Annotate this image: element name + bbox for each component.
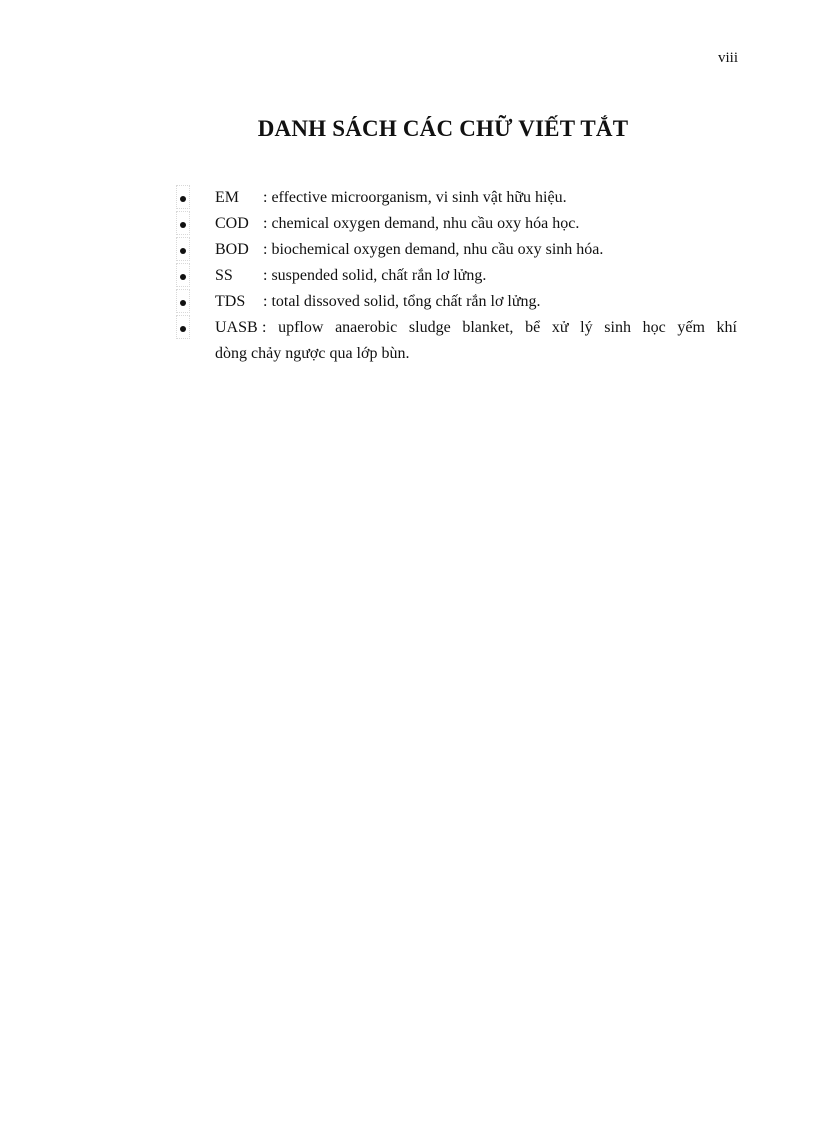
list-item bbox=[176, 237, 737, 263]
bullet-icon bbox=[180, 196, 186, 202]
bullet-icon bbox=[180, 222, 186, 228]
abbreviation-term: EM bbox=[215, 189, 239, 206]
list-item bbox=[176, 185, 737, 211]
abbreviation-term: UASB bbox=[215, 319, 258, 336]
abbreviation-definition: : total dissoved solid, tổng chất rắn lơ lửng. bbox=[263, 293, 541, 310]
list-item bbox=[176, 289, 737, 315]
abbreviation-term: TDS bbox=[215, 293, 246, 310]
list-item bbox=[176, 211, 737, 237]
bullet-icon bbox=[180, 326, 186, 332]
page-number: viii bbox=[717, 50, 738, 66]
abbreviation-definition: : upflow anaerobic sludge blanket, bể xử lý sinh học yếm khí bbox=[262, 319, 737, 336]
abbreviation-definition: : suspended solid, chất rắn lơ lửng. bbox=[263, 267, 487, 284]
bullet-icon bbox=[180, 300, 186, 306]
page-title: DANH SÁCH CÁC CHỮ VIẾT TẮT bbox=[257, 116, 629, 141]
abbreviation-definition: : effective microorganism, vi sinh vật hữu hiệu. bbox=[263, 189, 567, 206]
abbreviation-list bbox=[176, 185, 737, 367]
abbreviation-definition: : chemical oxygen demand, nhu cầu oxy hóa học. bbox=[263, 215, 580, 232]
abbreviation-definition-continuation: dòng chảy ngược qua lớp bùn. bbox=[215, 345, 410, 362]
bullet-icon bbox=[180, 274, 186, 280]
abbreviation-row bbox=[215, 289, 737, 315]
abbreviation-row bbox=[215, 263, 737, 289]
abbreviation-term: BOD bbox=[215, 241, 249, 258]
list-item bbox=[176, 315, 737, 367]
abbreviation-row bbox=[215, 211, 737, 237]
list-item bbox=[176, 263, 737, 289]
abbreviation-row bbox=[215, 237, 737, 263]
bullet-icon bbox=[180, 248, 186, 254]
abbreviation-term: SS bbox=[215, 267, 233, 284]
abbreviation-row bbox=[215, 185, 737, 211]
abbreviation-row bbox=[215, 315, 737, 341]
abbreviation-term: COD bbox=[215, 215, 249, 232]
abbreviation-definition: : biochemical oxygen demand, nhu cầu oxy sinh hóa. bbox=[263, 241, 604, 258]
